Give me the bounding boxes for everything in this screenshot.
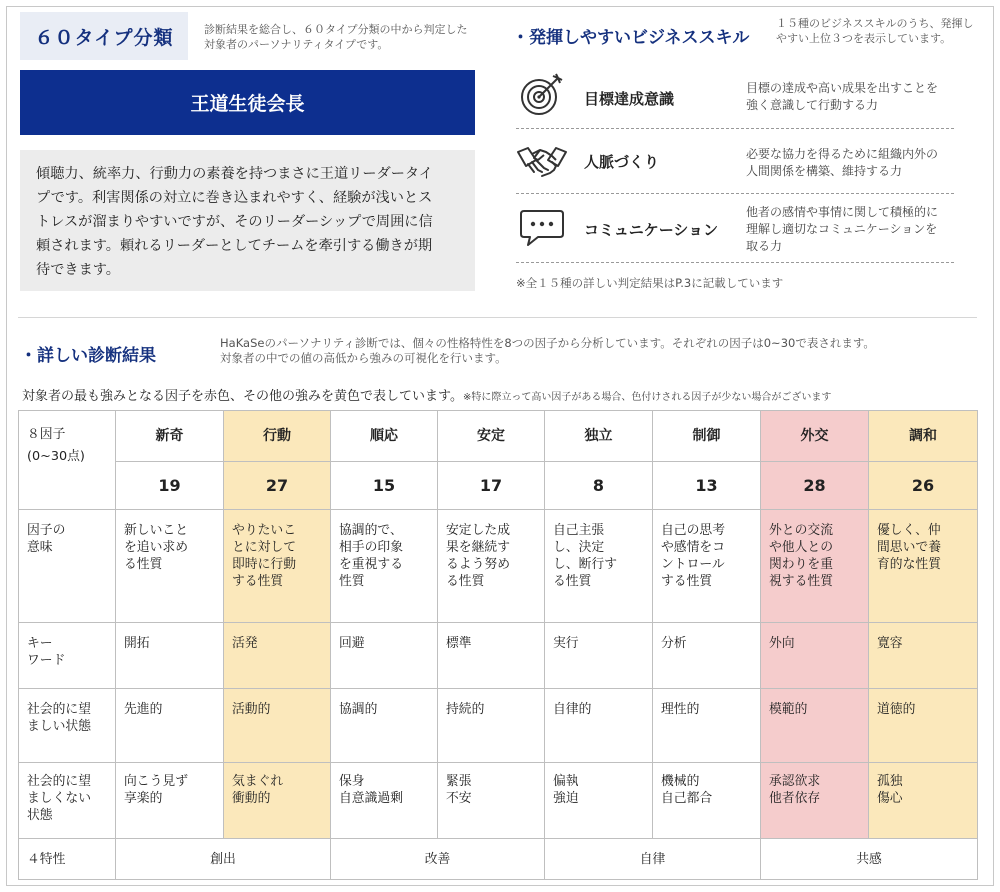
- factor-score: 17: [438, 462, 545, 510]
- factor-keyword: 外向: [761, 623, 869, 689]
- factor-meaning: 自己主張 し、決定 し、断行す る性質: [545, 510, 653, 623]
- trait-label: 創出: [116, 839, 331, 880]
- factor-undesirable-state: 緊張 不安: [438, 763, 545, 839]
- skill-name: コミュニケーション: [584, 221, 719, 239]
- factor-meaning: 自己の思考 や感情をコ ントロール する性質: [653, 510, 761, 623]
- factor-score: 19: [116, 462, 224, 510]
- skill-divider: [516, 193, 954, 194]
- factor-undesirable-state: 保身 自意識過剰: [331, 763, 438, 839]
- factor-header-label: ８因子 (0~30点): [19, 411, 116, 510]
- factor-score: 26: [869, 462, 978, 510]
- skill-name: 人脈づくり: [584, 153, 660, 171]
- factor-name: 新奇: [116, 411, 224, 462]
- detail-results-note: HaKaSeのパーソナリティ診断では、個々の性格特性を8つの因子から分析しています。それぞれの因子は0~30で表されます。 対象者の中での値の高低から強みの可視化を行います。: [220, 336, 875, 365]
- factor-desirable-state: 活動的: [224, 689, 331, 763]
- skill-divider: [516, 262, 954, 263]
- row-label-keyword: キー ワード: [19, 623, 116, 689]
- personality-type-name: 王道生徒会長: [20, 70, 475, 135]
- factor-name: 外交: [761, 411, 869, 462]
- row-label-traits: ４特性: [19, 839, 116, 880]
- factor-meaning: やりたいこ とに対して 即時に行動 する性質: [224, 510, 331, 623]
- color-legend: 対象者の最も強みとなる因子を赤色、その他の強みを黄色で表しています。※特に際立って高い因子がある場合、色付けされる因子が少ない場合がございます: [22, 389, 832, 404]
- type-classification-badge: ６０タイプ分類: [20, 12, 188, 60]
- factor-keyword: 標準: [438, 623, 545, 689]
- factor-undesirable-state: 機械的 自己都合: [653, 763, 761, 839]
- skill-divider: [516, 128, 954, 129]
- row-label-meaning: 因子の 意味: [19, 510, 116, 623]
- factor-undesirable-state: 孤独 傷心: [869, 763, 978, 839]
- row-label-desirable: 社会的に望 ましい状態: [19, 689, 116, 763]
- factor-name: 調和: [869, 411, 978, 462]
- factor-undesirable-state: 向こう見ず 享楽的: [116, 763, 224, 839]
- factor-score: 15: [331, 462, 438, 510]
- factor-score: 27: [224, 462, 331, 510]
- factor-keyword: 実行: [545, 623, 653, 689]
- factor-desirable-state: 先進的: [116, 689, 224, 763]
- business-skills-note: １５種のビジネススキルのうち、発揮し やすい上位３つを表示しています。: [776, 17, 974, 45]
- factor-meaning: 新しいこと を追い求め る性質: [116, 510, 224, 623]
- factor-meaning: 優しく、仲 間思いで養 育的な性質: [869, 510, 978, 623]
- section-divider: [18, 317, 977, 318]
- factor-keyword: 活発: [224, 623, 331, 689]
- handshake-icon: [516, 140, 568, 184]
- skill-description: 目標の達成や高い成果を出すことを 強く意識して行動する力: [746, 81, 939, 112]
- factor-desirable-state: 協調的: [331, 689, 438, 763]
- business-skills-title: ・発揮しやすいビジネススキル: [512, 28, 750, 48]
- factor-name: 安定: [438, 411, 545, 462]
- factor-desirable-state: 自律的: [545, 689, 653, 763]
- type-section-note: 診断結果を総合し、６０タイプ分類の中から判定した 対象者のパーソナリティタイプです。: [204, 23, 468, 51]
- detail-results-title: ・詳しい診断結果: [20, 346, 156, 366]
- factor-undesirable-state: 偏執 強迫: [545, 763, 653, 839]
- skill-name: 目標達成意識: [584, 90, 675, 108]
- factor-keyword: 開拓: [116, 623, 224, 689]
- skill-description: 他者の感情や事情に関して積極的に 理解し適切なコミュニケーションを 取る力: [746, 205, 939, 253]
- factor-name: 順応: [331, 411, 438, 462]
- factor-desirable-state: 模範的: [761, 689, 869, 763]
- skill-description: 必要な協力を得るために組織内外の 人間関係を構築、維持する力: [746, 147, 939, 178]
- factor-score: 8: [545, 462, 653, 510]
- row-label-undesirable: 社会的に望 ましくない 状態: [19, 763, 116, 839]
- factor-meaning: 協調的で、 相手の印象 を重視する 性質: [331, 510, 438, 623]
- factor-name: 独立: [545, 411, 653, 462]
- skills-footnote: ※全１５種の詳しい判定結果はP.3に記載しています: [516, 276, 784, 290]
- trait-label: 自律: [545, 839, 761, 880]
- factor-desirable-state: 持続的: [438, 689, 545, 763]
- trait-label: 共感: [761, 839, 978, 880]
- target-icon: [518, 70, 566, 118]
- factor-keyword: 回避: [331, 623, 438, 689]
- trait-label: 改善: [331, 839, 545, 880]
- factor-undesirable-state: 気まぐれ 衝動的: [224, 763, 331, 839]
- factor-keyword: 分析: [653, 623, 761, 689]
- factor-meaning: 安定した成 果を継続す るよう努め る性質: [438, 510, 545, 623]
- factor-results-table: [18, 410, 978, 880]
- factor-desirable-state: 道徳的: [869, 689, 978, 763]
- personality-type-description: 傾聴力、統率力、行動力の素養を持つまさに王道リーダータイ プです。利害関係の対立に巻き込まれやすく、経験が浅いとス トレスが溜まりやすいですが、そのリーダーシップで周囲に信 頼されます。頼れるリーダーとしてチームを牽引する働きが期 待できます。: [20, 150, 475, 291]
- factor-name: 行動: [224, 411, 331, 462]
- factor-meaning: 外との交流 や他人との 関わりを重 視する性質: [761, 510, 869, 623]
- factor-name: 制御: [653, 411, 761, 462]
- factor-score: 28: [761, 462, 869, 510]
- factor-desirable-state: 理性的: [653, 689, 761, 763]
- speech-bubble-icon: [518, 205, 566, 249]
- factor-score: 13: [653, 462, 761, 510]
- factor-undesirable-state: 承認欲求 他者依存: [761, 763, 869, 839]
- factor-keyword: 寛容: [869, 623, 978, 689]
